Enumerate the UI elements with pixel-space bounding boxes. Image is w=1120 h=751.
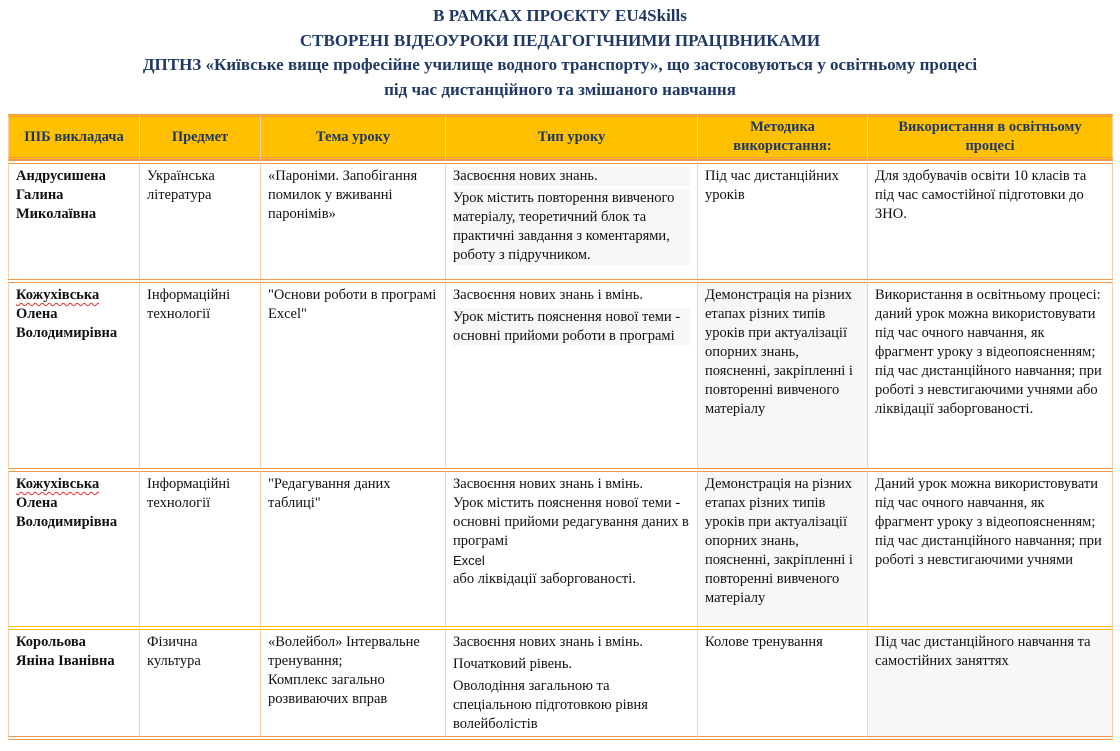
teacher-first-name: Олена [16,306,58,322]
lesson-type-summary: Засвоєння нових знань і вмінь. [453,634,644,650]
teacher-cell [8,160,140,279]
column-header-method: Методика використання: [698,114,868,160]
method-cell: Демонстрація на різних етапах різних типів уроків при актуалізації опорних знань, поясненні, закріпленні і повторенні вивченого матеріалу [698,468,868,626]
usage-cell: Для здобувачів освіти 10 класів та під час самостійної підготовки до ЗНО. [868,160,1113,279]
column-header-lesson-type: Тип уроку [446,114,698,160]
teacher-cell [8,279,140,468]
title-line-created-lessons: СТВОРЕНІ ВІДЕОУРОКИ ПЕДАГОГІЧНИМИ ПРАЦІВНИКАМИ [299,30,821,50]
document-title [0,4,1120,102]
lesson-type-summary: Засвоєння нових знань. [453,167,690,186]
lesson-type-description: Урок містить пояснення нової теми - основні прийоми редагування даних в програмі [453,495,689,549]
column-header-topic: Тема уроку [261,114,446,160]
title-line-institution: ДПТНЗ «Київське вище професійне училище водного транспорту», що застосовуються у освітньому процесі [142,55,978,74]
usage-cell: Використання в освітньому процесі: даний урок можна використовувати під час очного навчання, як фрагмент уроку з відеопоясненням; під час дистанційного навчання; при роботі з невстигаючими учнями або ліквідації заборгованості. [868,279,1113,468]
usage-cell: Даний урок можна використовувати під час очного навчання, як фрагмент уроку з відеопоясненням; під час дистанційного навчання; при роботі з невстигаючими учнями [868,468,1113,626]
teacher-patronymic: Володимирівна [16,514,118,530]
lesson-type-summary: Засвоєння нових знань і вмінь. [453,287,644,303]
table-row [8,468,1113,626]
teacher-first-name: Олена [16,495,58,511]
teacher-surname: Андрусишена [16,168,106,184]
column-header-subject: Предмет [140,114,261,160]
teacher-surname: Кожухівська [16,287,100,303]
column-header-teacher: ПІБ викладача [8,114,140,160]
table-row [8,626,1113,740]
teacher-first-name: Галина [16,187,64,203]
lesson-type-cell [446,279,698,468]
lesson-type-description: Урок містить повторення вивченого матеріалу, теоретичний блок та практичні завдання з коментарями, роботу з підручником. [453,189,690,265]
topic-cell [261,626,446,740]
subject-cell: Інформаційні технології [140,468,261,626]
subject-cell: Фізична культура [140,626,261,740]
lesson-type-description: Оволодіння загальною та спеціальною підготовкою рівня волейболістів [453,678,648,732]
method-cell: Демонстрація на різних етапах різних типів уроків при актуалізації опорних знань, поясненні, закріпленні і повторенні вивченого матеріалу [698,279,868,468]
teacher-patronymic: Миколаївна [16,206,97,222]
title-line-project: В РАМКАХ ПРОЄКТУ EU4Skills [433,6,687,25]
table-row [8,279,1113,468]
table-row [8,160,1113,279]
lesson-type-summary: Засвоєння нових знань і вмінь. [453,476,644,492]
teacher-cell [8,626,140,740]
topic-line: «Волейбол» Інтервальне тренування; [268,634,420,669]
topic-line: Комплекс загально розвиваючих вправ [268,672,388,707]
topic-cell: "Основи роботи в програмі Excel" [261,279,446,468]
lesson-type-cell [446,626,698,740]
teacher-surname: Корольова [16,634,86,650]
column-header-usage: Використання в освітньому процесі [868,114,1113,160]
subject-cell: Українська література [140,160,261,279]
lesson-type-cell [446,160,698,279]
method-cell: Під час дистанційних уроків [698,160,868,279]
lesson-type-description: Урок містить пояснення нової теми - основні прийоми роботи в програмі [453,308,690,346]
teacher-cell [8,468,140,626]
lesson-type-level: Початковий рівень. [453,656,573,672]
title-line-learning-mode: під час дистанційного та змішаного навчання [384,79,736,99]
usage-cell: Під час дистанційного навчання та самостійних заняттях [868,626,1113,740]
subject-cell: Інформаційні технології [140,279,261,468]
method-cell: Колове тренування [698,626,868,740]
video-lessons-table [8,114,1113,740]
teacher-surname: Кожухівська [16,476,100,492]
teacher-patronymic: Володимирівна [16,325,118,341]
lesson-type-cell [446,468,698,626]
lesson-type-note: або ліквідації заборгованості. [453,571,636,587]
topic-cell: "Редагування даних таблиці" [261,468,446,626]
table-header-row [8,114,1113,160]
topic-cell: «Пароніми. Запобігання помилок у вживанні паронімів» [261,160,446,279]
teacher-given-names: Яніна Іванівна [16,653,115,669]
lesson-type-program: Excel [453,553,485,568]
